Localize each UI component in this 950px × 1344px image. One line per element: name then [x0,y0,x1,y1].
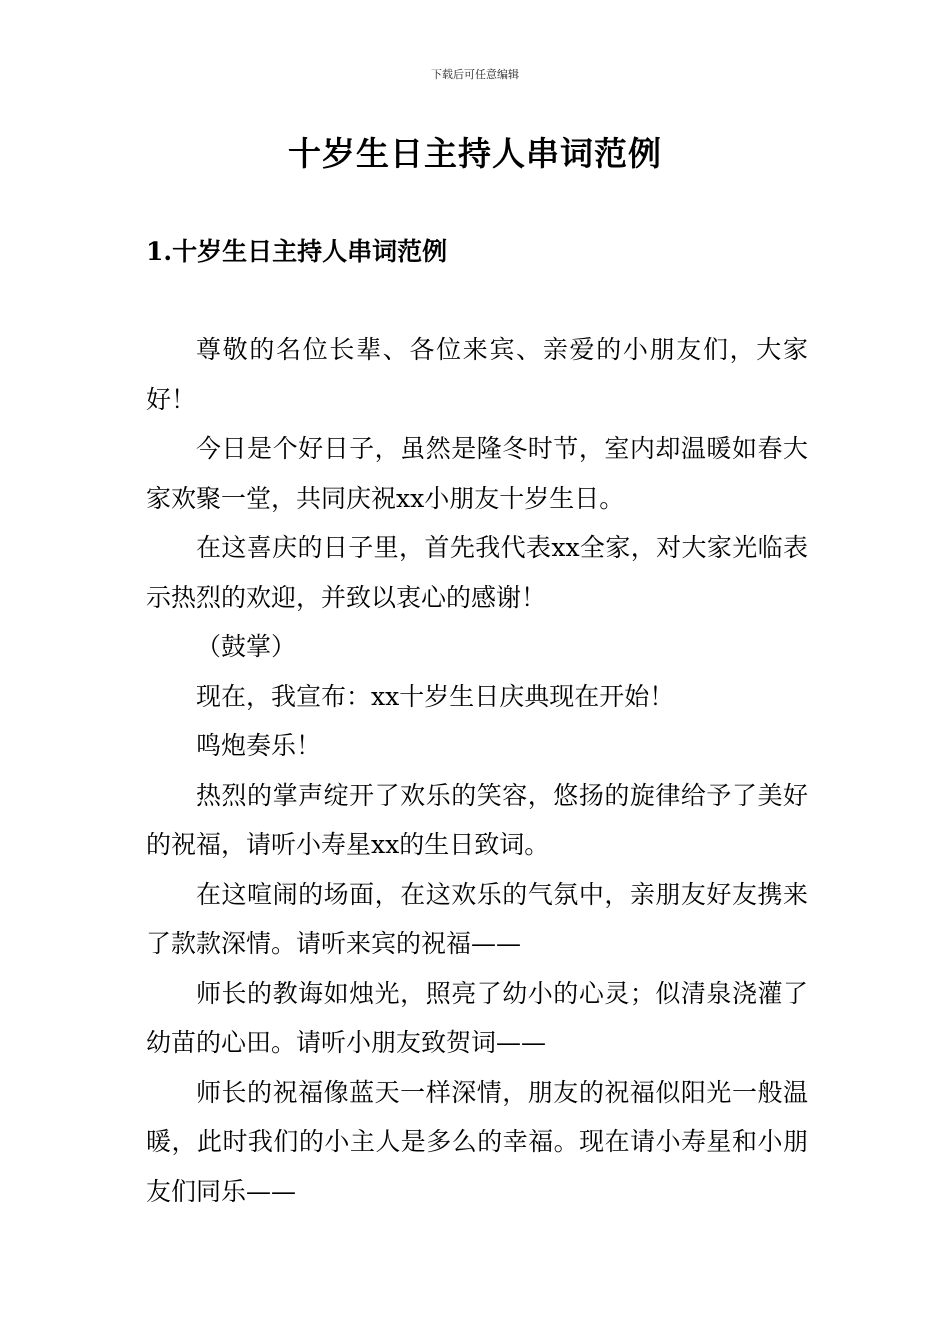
document-title: 十岁生日主持人串词范例 [288,134,662,173]
header-note: 下载后可任意编辑 [431,68,519,81]
paragraph: 鸣炮奏乐！ [196,731,322,760]
paragraph: 尊敬的名位长辈、各位来宾、亲爱的小朋友们，大家好！ [146,335,808,414]
paragraph: 师长的祝福像蓝天一样深情，朋友的祝福似阳光一般温暖，此时我们的小主人是多么的幸福。现在请小寿星和小朋友们同乐—— [146,1077,808,1206]
paragraph: （鼓掌） [196,632,297,661]
paragraph: 在这喧闹的场面，在这欢乐的气氛中，亲朋友好友携来了款款深情。请听来宾的祝福—— [146,879,808,958]
section-heading: 1.十岁生日主持人串词范例 [146,237,448,266]
paragraph: 师长的教诲如烛光，照亮了幼小的心灵；似清泉浇灌了幼苗的心田。请听小朋友致贺词—— [146,978,808,1057]
paragraph: 现在，我宣布：xx十岁生日庆典现在开始！ [196,681,675,711]
paragraph: 热烈的掌声绽开了欢乐的笑容，悠扬的旋律给予了美好的祝福，请听小寿星xx的生日致词。 [146,780,808,859]
document-body [146,325,808,1216]
paragraph: 在这喜庆的日子里，首先我代表xx全家，对大家光临表示热烈的欢迎，并致以衷心的感谢！ [146,533,808,612]
paragraph: 今日是个好日子，虽然是隆冬时节，室内却温暖如春大家欢聚一堂，共同庆祝xx小朋友十岁生日。 [146,434,808,513]
